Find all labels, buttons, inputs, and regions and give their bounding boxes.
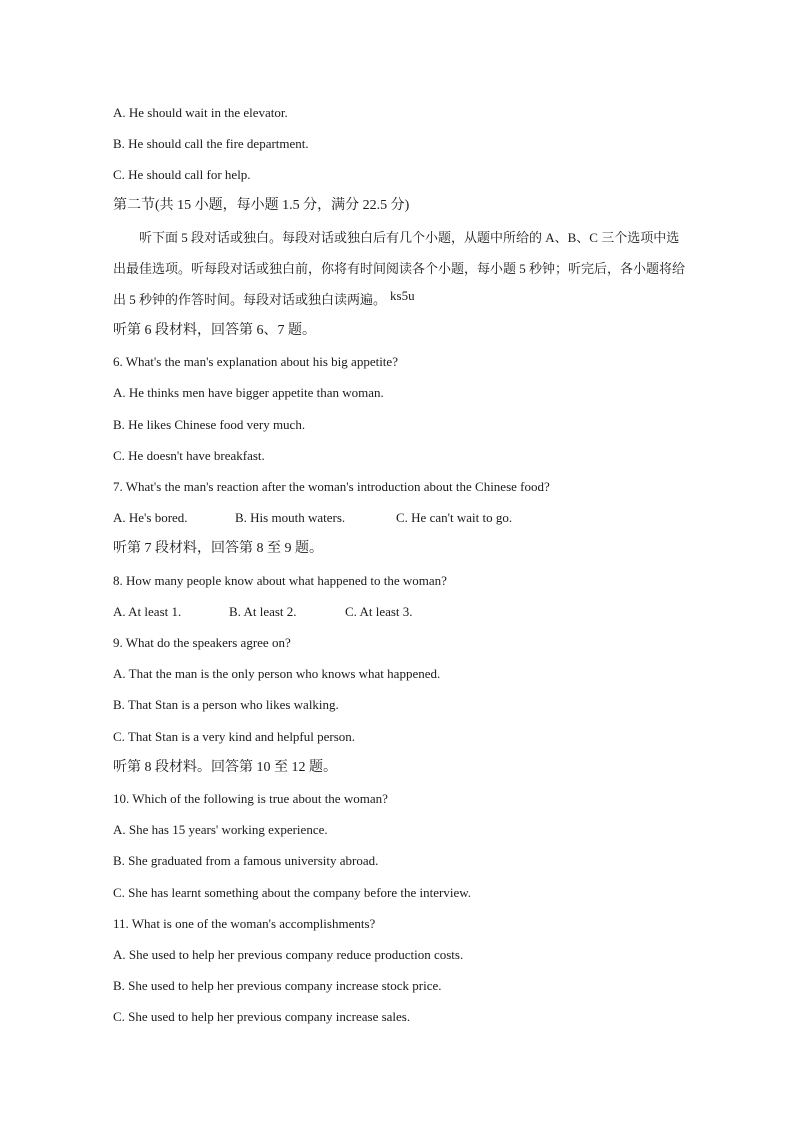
material-6-header: 听第 6 段材料，回答第 6、7 题。 — [113, 323, 316, 338]
question-8-option-c: C. At least 3. — [345, 604, 413, 619]
material-7-header: 听第 7 段材料，回答第 8 至 9 题。 — [113, 541, 323, 556]
question-8: 8. How many people know about what happened to the woman? — [113, 573, 447, 588]
section-title: 第二节(共 15 小题，每小题 1.5 分，满分 22.5 分) — [113, 198, 410, 213]
question-6-option-a: A. He thinks men have bigger appetite than woman. — [113, 385, 384, 400]
question-9: 9. What do the speakers agree on? — [113, 635, 291, 650]
instructions-text: 听下面 5 段对话或独白。每段对话或独白后有几个小题，从题中所给的 A、B、C 三个选项中选出最佳选项。听每段对话或独白前，你将有时间阅读各个小题，每小题 5 秒钟；听完后，各小题将给出 5 秒钟的作答时间。每段对话或独白读两遍。 — [113, 230, 686, 307]
question-9-option-c: C. That Stan is a very kind and helpful person. — [113, 729, 356, 744]
question-10-option-b: B. She graduated from a famous university abroad. — [113, 853, 379, 868]
question-10-option-a: A. She has 15 years' working experience. — [113, 822, 328, 837]
question-11-option-c: C. She used to help her previous company increase sales. — [113, 1009, 411, 1024]
question-6-option-b: B. He likes Chinese food very much. — [113, 417, 306, 432]
question-9-option-b: B. That Stan is a person who likes walking. — [113, 697, 339, 712]
question-6-option-c: C. He doesn't have breakfast. — [113, 448, 265, 463]
question-6: 6. What's the man's explanation about his big appetite? — [113, 354, 398, 369]
watermark: ks5u — [390, 288, 415, 303]
question-11-option-a: A. She used to help her previous company reduce production costs. — [113, 947, 464, 962]
question-8-option-a: A. At least 1. — [113, 604, 182, 619]
question-9-option-a: A. That the man is the only person who knows what happened. — [113, 666, 441, 681]
question-11: 11. What is one of the woman's accomplishments? — [113, 916, 376, 931]
option-b-fire-department: B. He should call the fire department. — [113, 136, 309, 151]
question-7: 7. What's the man's reaction after the woman's introduction about the Chinese food? — [113, 479, 550, 494]
question-7-option-c: C. He can't wait to go. — [396, 510, 513, 525]
option-c-call-help: C. He should call for help. — [113, 167, 251, 182]
question-7-option-a: A. He's bored. — [113, 510, 188, 525]
question-11-option-b: B. She used to help her previous company increase stock price. — [113, 978, 442, 993]
question-7-option-b: B. His mouth waters. — [235, 510, 346, 525]
section-instructions — [113, 222, 685, 315]
question-8-option-b: B. At least 2. — [229, 604, 297, 619]
option-a-elevator: A. He should wait in the elevator. — [113, 105, 288, 120]
question-10: 10. Which of the following is true about the woman? — [113, 791, 388, 806]
material-8-header: 听第 8 段材料。回答第 10 至 12 题。 — [113, 760, 337, 775]
question-10-option-c: C. She has learnt something about the company before the interview. — [113, 885, 472, 900]
